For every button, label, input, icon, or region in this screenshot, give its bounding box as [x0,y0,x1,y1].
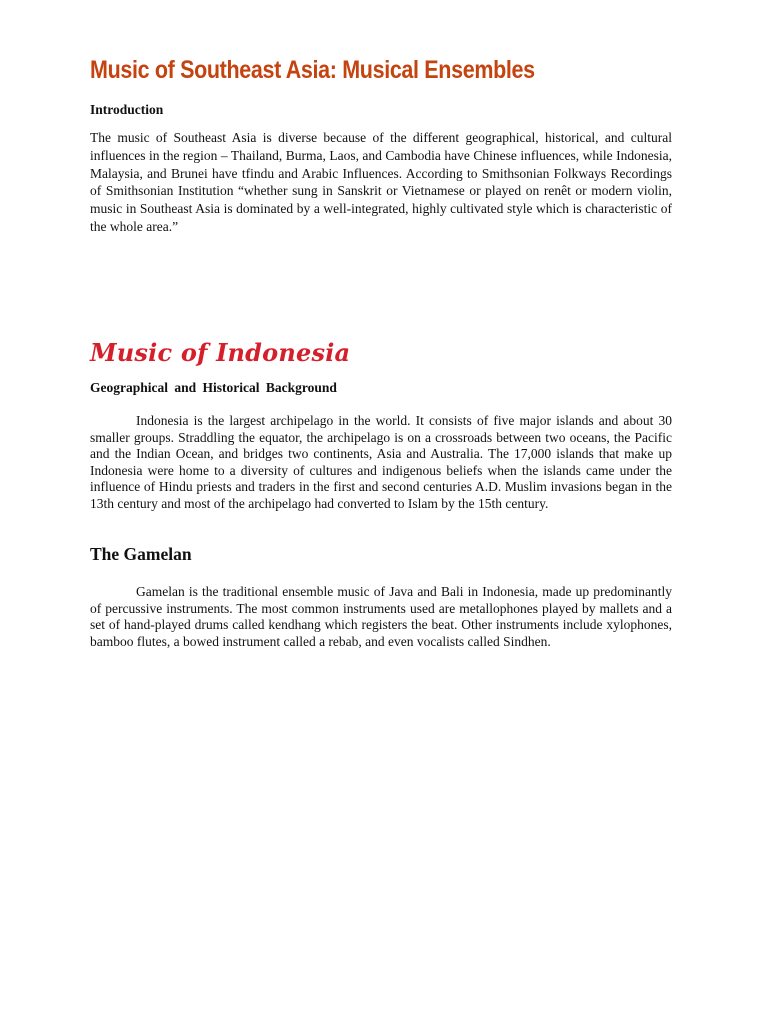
gamelan-paragraph: Gamelan is the traditional ensemble music of Java and Bali in Indonesia, made up predominantly of percussive instruments. The most common instruments used are metallophones played by mallets and a set of hand-played drums called kendhang which registers the beat. Other instruments include xylophones, bamboo flutes, a bowed instrument called a rebab, and even vocalists called Sindhen. [90,584,672,649]
document-title: Music of Southeast Asia: Musical Ensembles [90,56,535,84]
indonesia-paragraph: Indonesia is the largest archipelago in the world. It consists of five major islands and about 30 smaller groups. Straddling the equator, the archipelago is on a crossroads between two oceans, the Pacific and the Indian Ocean, and bridges two continents, Asia and Australia. The 17,000 islands that make up Indonesia were home to a diversity of cultures and indigenous beliefs when the islands came under the influence of Hindu priests and traders in the first and second centuries A.D. Muslim invasions began in the 13th century and most of the archipelago had converted to Islam by the 15th century. [90,413,672,511]
introduction-paragraph: The music of Southeast Asia is diverse because of the different geographical, historical, and cultural influences in the region – Thailand, Burma, Laos, and Cambodia have Chinese influences, while Indonesia, Malaysia, and Brunei have tfindu and Arabic Influences. According to Smithsonian Folkways Recordings of Smithsonian Institution “whether sung in Sanskrit or Vietnamese or played on renêt or modern violin, music in Southeast Asia is dominated by a well-integrated, highly cultivated style which is characteristic of the whole area.” [90,130,672,234]
introduction-heading: Introduction [90,102,164,117]
gamelan-heading: The Gamelan [90,544,192,564]
indonesia-heading: Music of Indonesia [90,338,351,367]
background-subheading: Geographical and Historical Background [90,380,337,395]
